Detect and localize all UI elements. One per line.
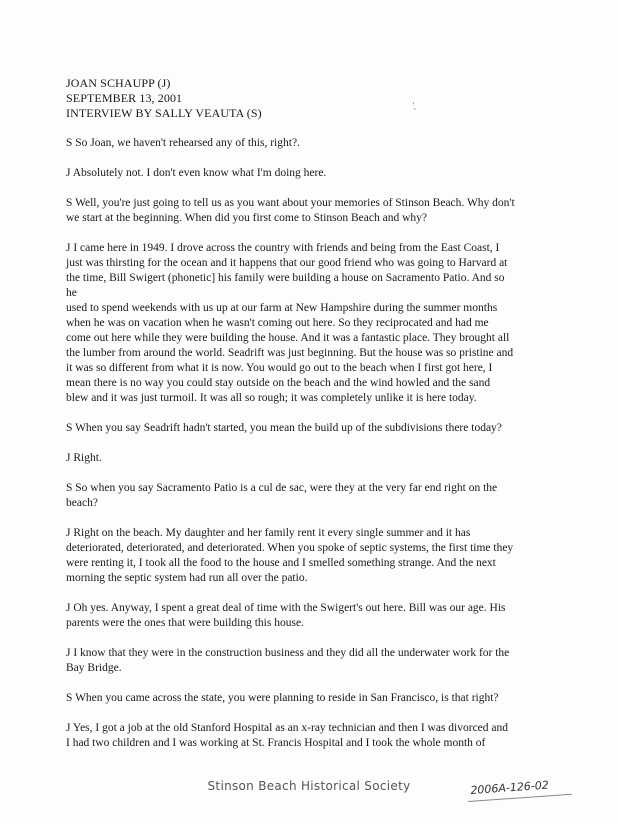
transcript-line: Bay Bridge. [66,662,122,674]
transcript-line: morning the septic system had run all over the patio. [66,572,308,584]
interview-date: SEPTEMBER 13, 2001 [66,91,183,105]
transcript-line: S So Joan, we haven't rehearsed any of this, right?. [66,137,300,149]
transcript-line: parents were the ones that were building this house. [66,617,304,629]
transcript-line: J Absolutely not. I don't even know what I'm doing here. [66,167,327,179]
transcript-paragraph [66,241,546,406]
transcript-body [66,136,546,766]
transcript-line: mean there is no way you could stay outside on the beach and the wind howled and the sand [66,377,491,389]
transcript-line: just was thirsting for the ocean and it happens that our good friend who was going to Harvard at [66,257,508,269]
transcript-line: J Yes, I got a job at the old Stanford Hospital as an x-ray technician and then I was divorced and [66,722,509,734]
transcript-paragraph [66,451,546,466]
transcript-line: were renting it, I took all the food to the house and I smelled something strange. And the next [66,557,496,569]
transcript-paragraph [66,196,546,226]
interviewee-name: JOAN SCHAUPP (J) [66,76,171,90]
transcript-line: when he was on vacation when he wasn't coming out here. So they reciprocated and had me [66,317,489,329]
transcript-paragraph [66,721,546,751]
transcript-line: S When you say Seadrift hadn't started, you mean the build up of the subdivisions there today? [66,422,502,434]
transcript-line: blew and it was just turmoil. It was all so rough; it was completely unlike it is here today. [66,392,477,404]
transcript-line: J I know that they were in the construction business and they did all the underwater work for the [66,647,510,659]
footer-society-name: Stinson Beach Historical Society [207,779,411,793]
transcript-paragraph [66,481,546,511]
accession-number: 2006A-126-02 [470,778,550,797]
transcript-line: S When you came across the state, you were planning to reside in San Francisco, is that right? [66,692,499,704]
interviewer-line: INTERVIEW BY SALLY VEAUTA (S) [66,106,262,120]
transcript-line: come out here while they were building the house. And it was a fantastic place. They brought all [66,332,510,344]
transcript-paragraph [66,136,546,151]
transcript-line: S So when you say Sacramento Patio is a cul de sac, were they at the very far end right on the [66,482,498,494]
transcript-line: J Right. [66,452,102,464]
transcript-line: J I came here in 1949. I drove across the country with friends and being from the East Coast, I [66,242,500,254]
transcript-paragraph [66,421,546,436]
transcript-line: I had two children and I was working at St. Francis Hospital and I took the whole month of [66,737,486,749]
transcript-line: the time, Bill Swigert (phonetic] his family were building a house on Sacramento Patio. And so [66,272,505,284]
transcript-paragraph [66,646,546,676]
transcript-line: the lumber from around the world. Seadrift was just beginning. But the house was so pristine and [66,347,514,359]
transcript-line: deteriorated, deteriorated, and deteriorated. When you spoke of septic systems, the first time they [66,542,514,554]
transcript-paragraph [66,166,546,181]
transcript-line: J Oh yes. Anyway, I spent a great deal of time with the Swigert's out here. Bill was our age. His [66,602,506,614]
transcript-line: S Well, you're just going to tell us as you want about your memories of Stinson Beach. Why don't [66,197,515,209]
transcript-paragraph [66,691,546,706]
transcript-line: used to spend weekends with us up at our farm at New Hampshire during the summer months [66,302,498,314]
transcript-line: J Right on the beach. My daughter and her family rent it every single summer and it has [66,527,471,539]
transcript-line: beach? [66,497,98,509]
stray-ink-mark: ’̧ [412,101,415,110]
transcript-paragraph [66,526,546,586]
transcript-paragraph [66,601,546,631]
transcript-header [66,76,262,121]
transcript-line: we start at the beginning. When did you first come to Stinson Beach and why? [66,212,428,224]
transcript-line: he [66,287,77,299]
transcript-line: it was so different from what it is now. You would go out to the beach when I first got here, I [66,362,493,374]
